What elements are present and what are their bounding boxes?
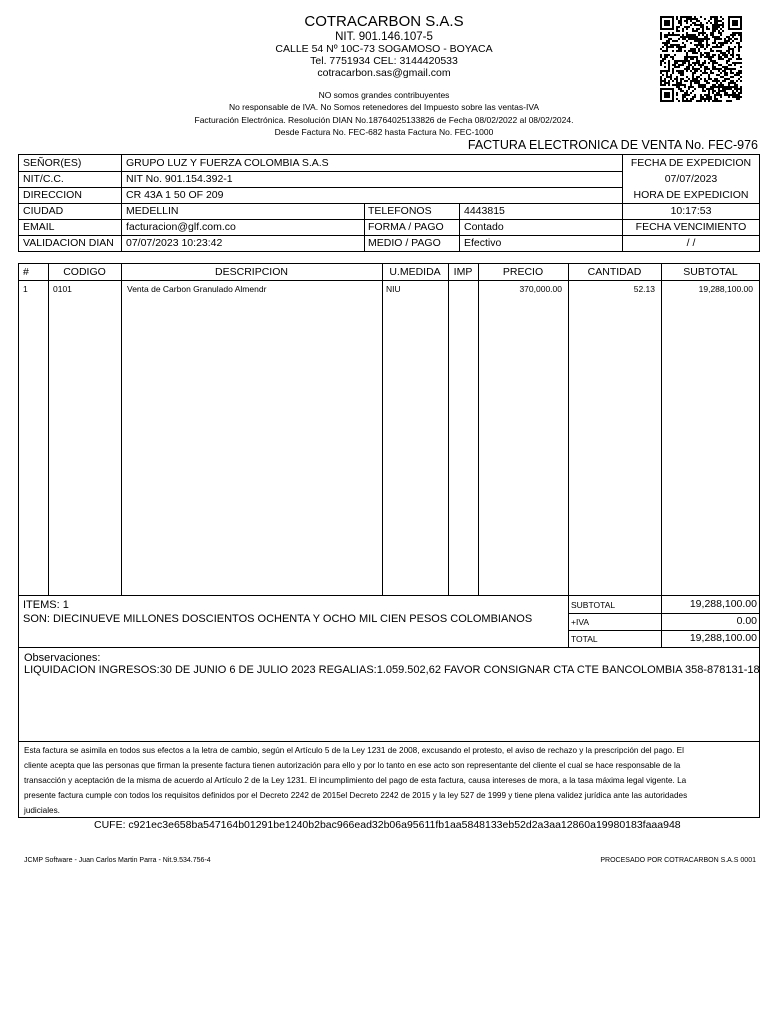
legal-line-2: cliente acepta que las personas que firman la presente factura tienen autorización para ello y por lo tanto en ese acto son representante del cliente el cual se hace responsable de la: [24, 761, 681, 770]
total-label: TOTAL: [571, 634, 598, 644]
total-value: 19,288,100.00: [689, 632, 757, 644]
label-hora-expedicion: HORA DE EXPEDICION: [633, 189, 749, 201]
value-forma-pago: Contado: [464, 221, 504, 233]
row-codigo: 0101: [53, 284, 72, 294]
value-nit: NIT No. 901.154.392-1: [126, 173, 233, 185]
company-address: CALLE 54 Nº 10C-73 SOGAMOSO - BOYACA: [275, 43, 493, 55]
observations-label: Observaciones:: [24, 652, 101, 664]
label-senor: SEÑOR(ES): [23, 157, 82, 169]
items-table: [18, 263, 760, 596]
row-cantidad: 52.13: [633, 284, 655, 294]
value-medio-pago: Efectivo: [464, 237, 502, 249]
label-telefonos: TELEFONOS: [368, 205, 432, 217]
col-header-codigo: CODIGO: [63, 266, 106, 278]
invoice-title: FACTURA ELECTRONICA DE VENTA No. FEC-976: [467, 138, 758, 152]
row-subtotal: 19,288,100.00: [698, 284, 753, 294]
row-descripcion: Venta de Carbon Granulado Almendr: [127, 284, 267, 294]
items-count: ITEMS: 1: [23, 599, 69, 611]
subtotal-value: 19,288,100.00: [689, 598, 757, 610]
col-header-descripcion: DESCRIPCION: [215, 266, 288, 278]
tax-note-2: No responsable de IVA. No Somos retenedores del Impuesto sobre las ventas-IVA: [228, 102, 540, 112]
footer-processed: PROCESADO POR COTRACARBON S.A.S 0001: [600, 857, 756, 864]
iva-value: 0.00: [736, 615, 757, 627]
client-info-table: [18, 154, 760, 252]
value-direccion: CR 43A 1 50 OF 209: [126, 189, 224, 201]
label-email: EMAIL: [23, 221, 55, 233]
value-hora-expedicion: 10:17:53: [670, 205, 712, 217]
company-email: cotracarbon.sas@gmail.com: [317, 67, 451, 79]
col-header-cantidad: CANTIDAD: [587, 266, 642, 278]
legal-line-5: judiciales.: [24, 806, 60, 815]
tax-note-4: Desde Factura No. FEC-682 hasta Factura No. FEC-1000: [274, 127, 494, 137]
row-precio: 370,000.00: [519, 284, 562, 294]
label-forma-pago: FORMA / PAGO: [368, 221, 444, 233]
observations-text: LIQUIDACION INGRESOS:30 DE JUNIO 6 DE JULIO 2023 REGALIAS:1.059.502,62 FAVOR CONSIGNAR CTA CTE BANCOLOMBIA 358-878131-18: [24, 664, 760, 676]
value-validacion: 07/07/2023 10:23:42: [126, 237, 223, 249]
value-ciudad: MEDELLIN: [126, 205, 179, 217]
col-header-subtotal: SUBTOTAL: [683, 266, 738, 278]
legal-line-4: presente factura cumple con todos los requisitos definidos por el Decreto 2242 de 2015el Decreto 2242 de 2015 y la ley 527 de 1999 y tiene plena validez jurídica ante las autoridades: [24, 791, 688, 800]
company-nit: NIT. 901.146.107-5: [335, 31, 433, 43]
row-umedida: NIU: [386, 284, 401, 294]
summary-box: [18, 595, 760, 648]
amount-in-words: SON: DIECINUEVE MILLONES DOSCIENTOS OCHENTA Y OCHO MIL CIEN PESOS COLOMBIANOS: [23, 613, 533, 625]
label-ciudad: CIUDAD: [23, 205, 64, 217]
row-num: 1: [23, 284, 28, 294]
qr-code-icon: [660, 16, 742, 102]
legal-box: [18, 741, 760, 818]
company-name: COTRACARBON S.A.S: [304, 13, 464, 30]
value-fecha-vencimiento: / /: [686, 237, 696, 249]
label-validacion: VALIDACION DIAN: [23, 237, 114, 249]
col-header-imp: IMP: [453, 266, 473, 278]
iva-label: +IVA: [571, 617, 590, 627]
value-telefonos: 4443815: [464, 205, 505, 217]
legal-line-3: transacción y aceptación de la misma de acuerdo al Artículo 2 de la Ley 1231. El incumplimiento del pago de esta factura, causa intereses de mora, a la tasa máxima legal vigente. La: [24, 776, 687, 785]
value-fecha-expedicion: 07/07/2023: [664, 173, 718, 185]
col-header-num: #: [23, 266, 29, 278]
legal-line-1: Esta factura se asimila en todos sus efectos a la letra de cambio, según el Artículo 5 de la Ley 1231 de 2008, excusando el protesto, el aviso de rechazo y la prescripción del pago. El: [24, 746, 684, 755]
tax-note-1: NO somos grandes contribuyentes: [318, 90, 450, 100]
label-fecha-expedicion: FECHA DE EXPEDICION: [630, 157, 752, 169]
col-header-umedida: U.MEDIDA: [389, 266, 441, 278]
label-direccion: DIRECCION: [23, 189, 82, 201]
observations-box: [18, 647, 760, 742]
label-medio-pago: MEDIO / PAGO: [368, 237, 441, 249]
col-header-precio: PRECIO: [502, 266, 544, 278]
subtotal-label: SUBTOTAL: [571, 600, 616, 610]
value-senor: GRUPO LUZ Y FUERZA COLOMBIA S.A.S: [126, 157, 329, 169]
label-nit: NIT/C.C.: [23, 173, 64, 185]
tax-note-3: Facturación Electrónica. Resolución DIAN No.18764025133826 de Fecha 08/02/2022 al 08/02/2024.: [194, 115, 574, 125]
cufe-code: CUFE: c921ec3e658ba547164b01291be1240b2bac966ead32b06a95611fb1aa5848133eb52d2a3aa12860a19980183faaa948: [94, 819, 681, 831]
value-email: facturacion@glf.com.co: [126, 221, 236, 233]
footer-software: JCMP Software - Juan Carlos Martin Parra - Nit.9.534.756-4: [24, 857, 211, 864]
company-phone: Tel. 7751934 CEL: 3144420533: [310, 55, 458, 67]
label-fecha-vencimiento: FECHA VENCIMIENTO: [635, 221, 747, 233]
